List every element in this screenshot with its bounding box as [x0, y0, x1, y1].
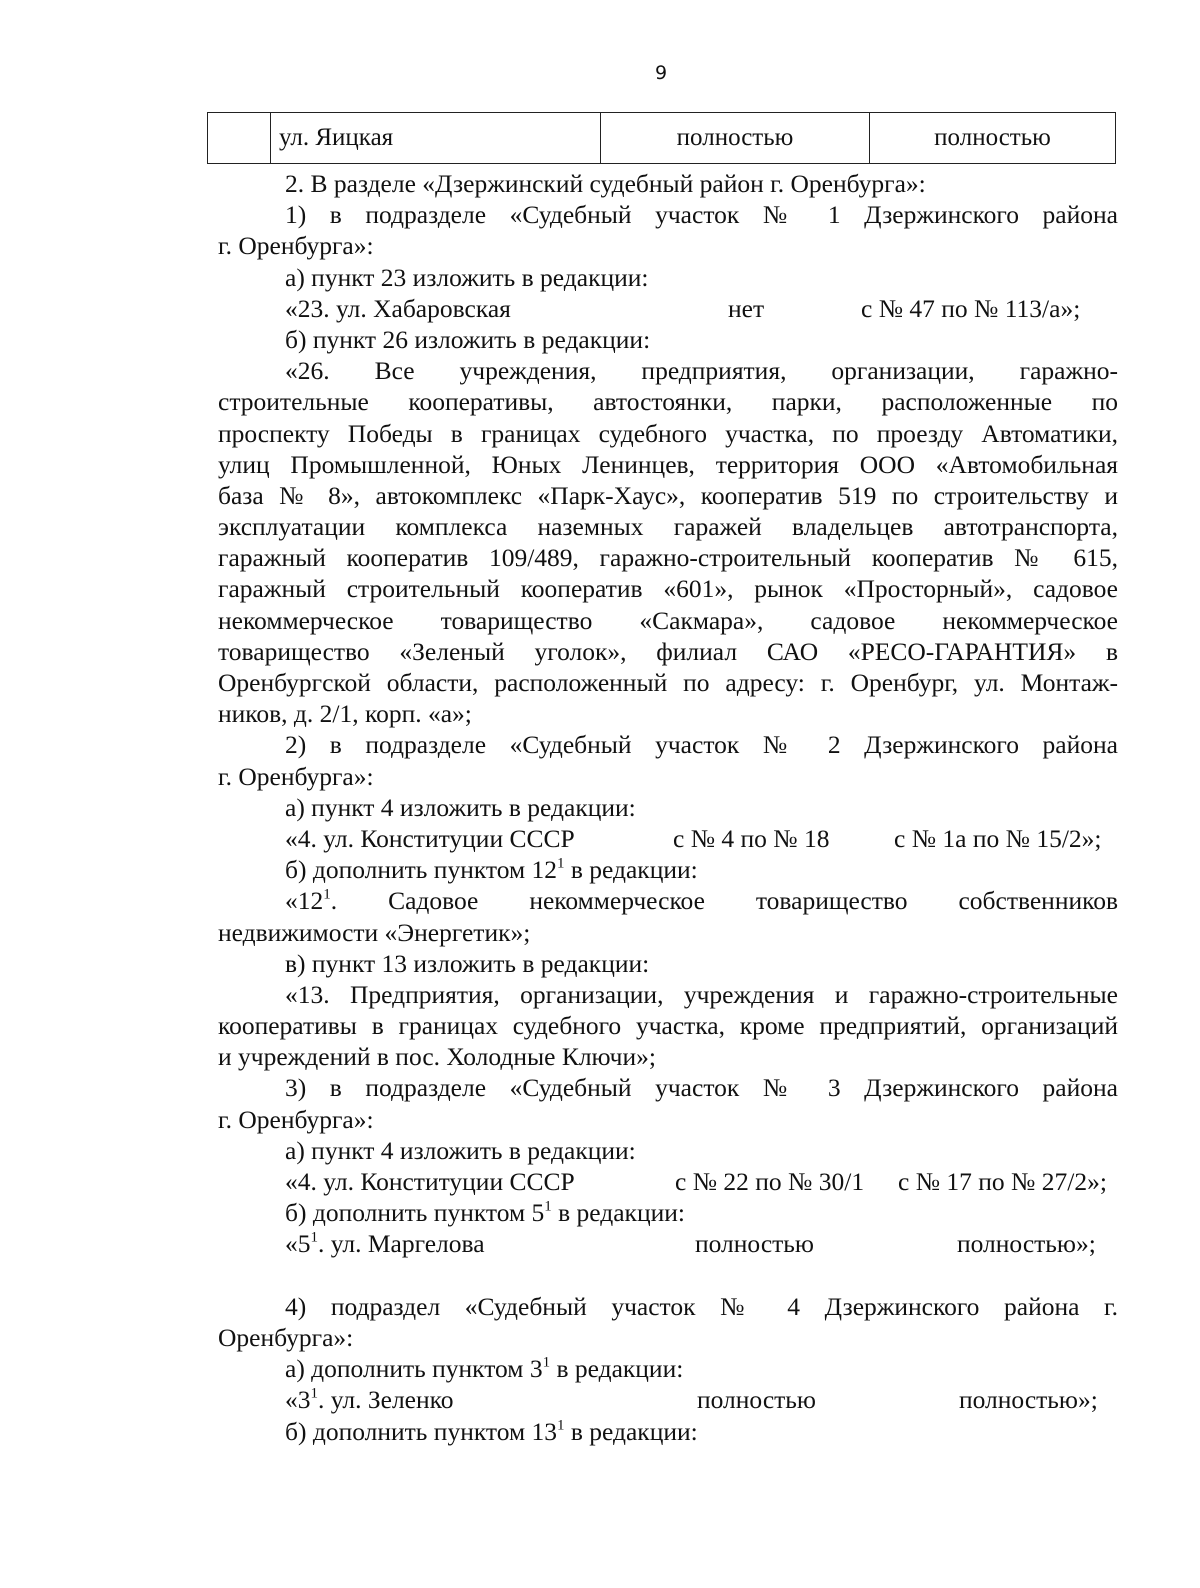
- paragraph-subsection-3: 3) в подразделе «Судебный участок № 3 Дзержинского района: [285, 1073, 1118, 1103]
- odd-numbers: с № 17 по № 27/2»;: [898, 1167, 1107, 1196]
- paragraph-line: некоммерческое товарищество «Сакмара», садовое некоммерческое: [218, 605, 1118, 635]
- paragraph-subsection-2: 2) в подразделе «Судебный участок № 2 Дзержинского района: [285, 730, 1118, 760]
- paragraph-line: г. Оренбурга»:: [218, 761, 374, 791]
- paragraph-line: улиц Промышленной, Юных Ленинцев, территория ООО «Автомобильная: [218, 449, 1118, 479]
- paragraph-item-a: а) дополнить пунктом $3^1$ в редакции:: [285, 1354, 684, 1384]
- even-numbers: полностью: [695, 1229, 814, 1259]
- odd-numbers: с № 47 по № 113/а»;: [861, 293, 1081, 323]
- paragraph-line: гаражный строительный кооператив «601», рынок «Просторный», садовое: [218, 574, 1118, 604]
- paragraph-item-c: в) пункт 13 изложить в редакции:: [285, 948, 650, 978]
- street-name: «$3^1$. ул. Зеленко: [285, 1385, 454, 1415]
- paragraph-line: проспекту Победы в границах судебного участка, по проезду Автоматики,: [218, 418, 1118, 448]
- paragraph-line: г. Оренбурга»:: [218, 231, 374, 261]
- paragraph-item-b: б) пункт 26 изложить в редакции:: [285, 324, 651, 354]
- even-numbers: с № 4 по № 18: [673, 823, 830, 853]
- paragraph-line: и учреждений в пос. Холодные Ключи»;: [218, 1042, 656, 1072]
- paragraph-line: недвижимости «Энергетик»;: [218, 917, 531, 947]
- table-row: [208, 113, 1116, 164]
- page-number: 9: [654, 62, 668, 84]
- table-row-3-1: [218, 1384, 1118, 1415]
- paragraph-line: Оренбурга»:: [218, 1322, 354, 1352]
- table-cell-odd: полностью: [870, 113, 1116, 164]
- paragraph-line: «$12^1$. Садовое некоммерческое товарищество собственников: [285, 886, 1118, 916]
- paragraph-subsection-4: 4) подраздел «Судебный участок № 4 Дзержинского района г.: [285, 1291, 1118, 1321]
- paragraph-line: «26. Все учреждения, предприятия, организации, гаражно-: [285, 356, 1118, 386]
- street-name: «23. ул. Хабаровская: [285, 293, 511, 323]
- street-name: «4. ул. Конституции СССР: [285, 823, 575, 853]
- paragraph-line: г. Оренбурга»:: [218, 1104, 374, 1134]
- paragraph-item-b: б) дополнить пунктом $5^1$ в редакции:: [285, 1198, 685, 1228]
- paragraph-line: строительные кооперативы, автостоянки, парки, расположенные по: [218, 387, 1118, 417]
- table-cell-street: ул. Яицкая: [271, 113, 601, 164]
- odd-numbers: полностью»;: [957, 1229, 1096, 1259]
- paragraph-item-b: б) дополнить пунктом $12^1$ в редакции:: [285, 855, 698, 885]
- paragraph-line: база № 8», автокомплекс «Парк-Хаус», кооператив 519 по строительству и: [218, 480, 1118, 510]
- continued-table: [207, 112, 1116, 164]
- table-row-5-1: [218, 1228, 1118, 1259]
- paragraph-line: эксплуатации комплекса наземных гаражей владельцев автотранспорта,: [218, 512, 1118, 542]
- odd-numbers: с № 1а по № 15/2»;: [894, 823, 1102, 853]
- paragraph-line: «13. Предприятия, организации, учреждения и гаражно-строительные: [285, 979, 1118, 1009]
- paragraph-subsection-1: 1) в подразделе «Судебный участок № 1 Дзержинского района: [285, 200, 1118, 230]
- table-row-4: [218, 823, 1118, 854]
- blank-line: [218, 1260, 1118, 1291]
- paragraph-item-a: а) пункт 23 изложить в редакции:: [285, 262, 649, 292]
- paragraph-section-2: 2. В разделе «Дзержинский судебный район г. Оренбурга»:: [285, 169, 926, 198]
- paragraph-line: товарищество «Зеленый уголок», филиал САО «РЕСО-ГАРАНТИЯ» в: [218, 636, 1118, 666]
- street-name: «$5^1$. ул. Маргелова: [285, 1229, 485, 1259]
- odd-numbers: полностью»;: [959, 1385, 1098, 1415]
- table-row-23: [218, 293, 1118, 324]
- even-numbers: с № 22 по № 30/1: [675, 1167, 865, 1196]
- street-name: «4. ул. Конституции СССР: [285, 1167, 575, 1196]
- paragraph-item-a: а) пункт 4 изложить в редакции:: [285, 792, 636, 822]
- paragraph-item-b: б) дополнить пунктом $13^1$ в редакции:: [285, 1416, 698, 1446]
- table-cell-even: полностью: [601, 113, 870, 164]
- even-numbers: нет: [728, 293, 765, 323]
- even-numbers: полностью: [697, 1385, 816, 1415]
- table-row-4: [218, 1166, 1118, 1197]
- paragraph-line: ников, д. 2/1, корп. «а»;: [218, 699, 472, 729]
- paragraph-line: Оренбургской области, расположенный по адресу: г. Оренбург, ул. Монтаж-: [218, 668, 1118, 697]
- table-cell-number: [208, 113, 271, 164]
- paragraph-line: гаражный кооператив 109/489, гаражно-строительный кооператив № 615,: [218, 543, 1118, 573]
- document-body: [218, 168, 1118, 1447]
- paragraph-item-a: а) пункт 4 изложить в редакции:: [285, 1135, 636, 1165]
- paragraph-line: кооперативы в границах судебного участка, кроме предприятий, организаций: [218, 1011, 1118, 1041]
